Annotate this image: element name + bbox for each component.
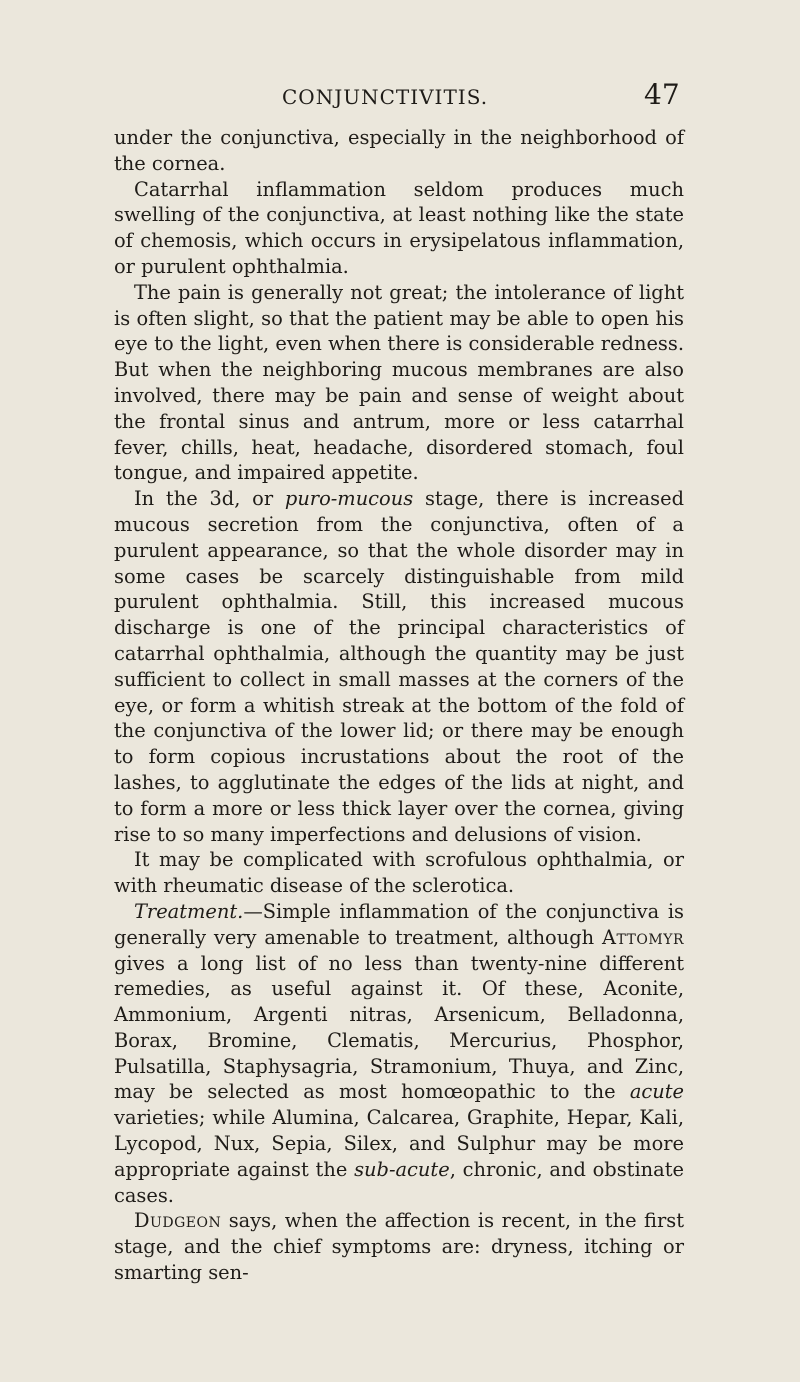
paragraph-treatment bbox=[114, 899, 684, 1209]
third-stage-lead: In the 3d, or bbox=[134, 487, 285, 511]
running-title: CONJUNCTIVITIS. bbox=[282, 85, 489, 109]
treatment-text-c: varieties; while Alumina, Calcarea, Graphite, Hepar, Kali, Lycopod, Nux, Sepia, Silex, and Sulphur may be more appropriate against the bbox=[114, 1106, 684, 1181]
third-stage-text: stage, there is increased mucous secretion from the conjunctiva, often of a purulent appearance, so that the whole disorder may in some cases be scarcely distinguishable from mild purulent ophthalmia. Still, this increased mucous discharge is one of the principal characteristics of catarrhal ophthalmia, although the quantity may be just sufficient to collect in small masses at the corners of the eye, or form a whitish streak at the bottom of the fold of the conjunctiva of the lower lid; or there may be enough to form copious incrustations about the root of the lashes, to agglutinate the edges of the lids at night, and to form a more or less thick layer over the cornea, giving rise to so many imperfections and delusions of vision. bbox=[114, 487, 684, 846]
treatment-text-b: gives a long list of no less than twenty-nine different remedies, as useful against it. Of these, Aconite, Ammonium, Argenti nitras, Arsenicum, Belladonna, Borax, Bromine, Clematis, Mercurius, Phosphor, Pulsatilla, Staphysagria, Stramonium, Thuya, and Zinc, may be selected as most homœopathic to the bbox=[114, 951, 684, 1104]
puro-mucous-term: puro-mucous bbox=[284, 487, 414, 511]
author-attomyr: Attomyr bbox=[601, 925, 684, 949]
paragraph-continued: under the conjunctiva, especially in the neighborhood of the cornea. bbox=[114, 126, 684, 175]
author-dudgeon: Dudgeon bbox=[134, 1209, 222, 1233]
paragraph-third-stage bbox=[114, 486, 684, 847]
body-text bbox=[114, 125, 684, 1286]
dudgeon-text: says, when the affection is recent, in the first stage, and the chief symptoms are: dryness, itching or smarting sen- bbox=[114, 1209, 684, 1285]
acute-term: acute bbox=[629, 1080, 684, 1104]
treatment-text-a: —Simple inflammation of the conjunctiva is generally very amenable to treatment, although bbox=[114, 899, 684, 949]
page-number: 47 bbox=[644, 78, 680, 111]
paragraph-complications: It may be complicated with scrofulous ophthalmia, or with rheumatic disease of the sclerotica. bbox=[114, 848, 684, 898]
treatment-heading: Treatment. bbox=[134, 899, 244, 923]
treatment-text-d: , chronic, and obstinate cases. bbox=[114, 1157, 684, 1207]
sub-acute-term: sub-acute bbox=[354, 1157, 450, 1181]
paragraph-swelling: Catarrhal inflammation seldom produces much swelling of the conjunctiva, at least nothing like the state of chemosis, which occurs in erysipelatous inflammation, or purulent ophthalmia. bbox=[114, 177, 684, 278]
running-head bbox=[0, 78, 800, 112]
paragraph-dudgeon bbox=[114, 1208, 684, 1285]
paragraph-pain: The pain is generally not great; the intolerance of light is often slight, so that the patient may be able to open his eye to the light, even when there is considerable redness. But when the neighboring mucous membranes are also involved, there may be pain and sense of weight about the frontal sinus and antrum, more or less catarrhal fever, chills, heat, headache, disordered stomach, foul tongue, and impaired appetite. bbox=[114, 280, 684, 485]
